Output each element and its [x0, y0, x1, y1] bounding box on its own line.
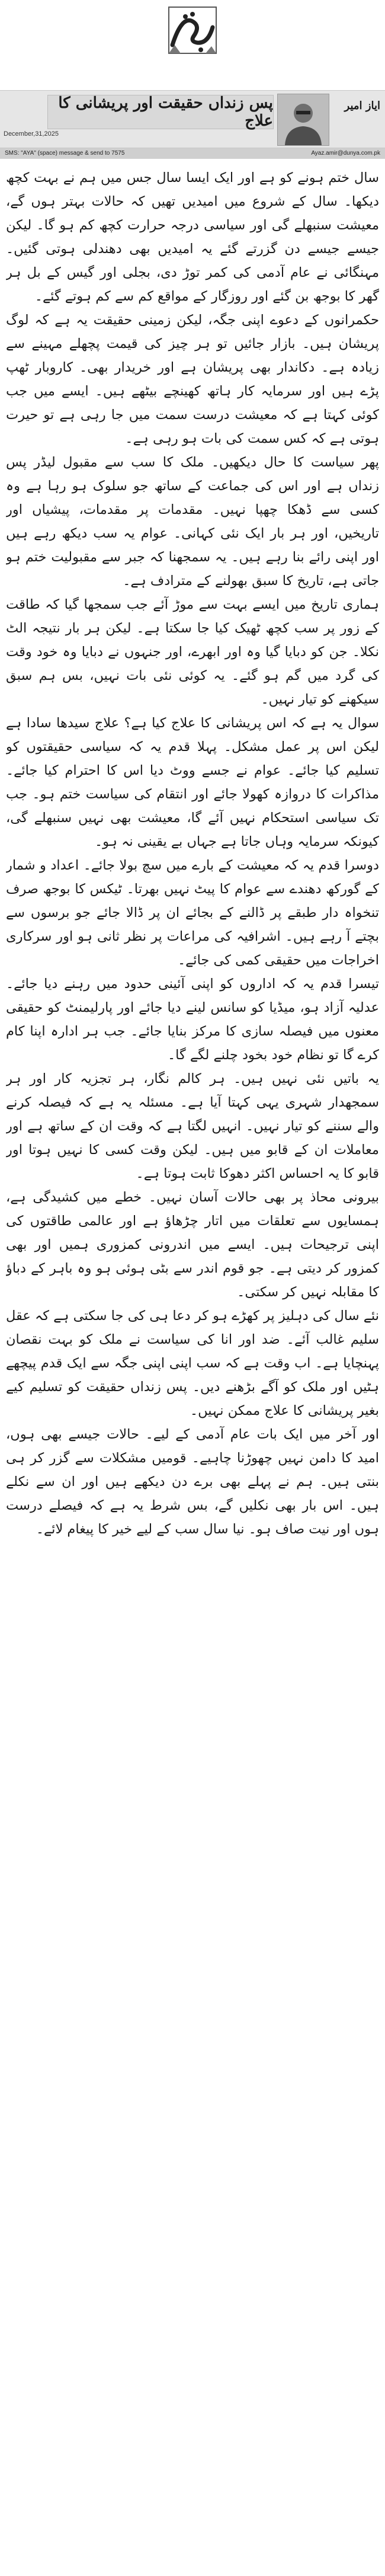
- masthead: [0, 0, 385, 89]
- sms-instructions: SMS: "AYA" (space) message & send to 7575: [5, 150, 125, 156]
- article-paragraph: پھر سیاست کا حال دیکھیں۔ ملک کا سب سے مقبول لیڈر پس زنداں ہے اور اس کی جماعت کے ساتھ جو سلوک ہو رہا ہے وہ کسی سے ڈھکا چھپا نہیں۔ مقدمات پر مقدمات، پیشیاں اور تاریخیں، اور ہر بار ایک نئی کہانی۔ عوام یہ سب دیکھ رہے ہیں اور اپنی رائے بنا رہے ہیں۔ یہ سمجھنا کہ جبر سے مقبولیت ختم ہو جاتی ہے، تاریخ کا سبق بھولنے کے مترادف ہے۔: [6, 455, 379, 589]
- article-paragraph: اور آخر میں ایک بات عام آدمی کے لیے۔ حالات جیسے بھی ہوں، امید کا دامن نہیں چھوڑنا چاہیے۔ قومیں مشکلات سے گزر کر ہی بنتی ہیں۔ ہم نے پہلے بھی برے دن دیکھے ہیں اور ان سے نکلے ہیں۔ اس بار بھی نکلیں گے، بس شرط یہ ہے کہ فیصلے درست ہوں اور نیت صاف ہو۔ نیا سال سب کے لیے خیر کا پیغام لائے۔: [6, 1427, 379, 1537]
- headline: پس زنداں حقیقت اور پریشانی کا علاج: [47, 95, 274, 129]
- article-paragraph: تیسرا قدم یہ کہ اداروں کو اپنی آئینی حدود میں رہنے دیا جائے۔ عدلیہ آزاد ہو، میڈیا کو سانس لینے دیا جائے اور پارلیمنٹ کو حقیقی معنوں میں فیصلہ سازی کا مرکز بنایا جائے۔ جب ہر ادارہ اپنا کام کرے گا تو نظام خود بخود چلنے لگے گا۔: [6, 976, 379, 1063]
- publish-date: December,31,2025: [4, 130, 59, 138]
- author-name: ایاز امیر: [344, 100, 380, 112]
- article-paragraph: نئے سال کی دہلیز پر کھڑے ہو کر دعا ہی کی جا سکتی ہے کہ عقل سلیم غالب آئے۔ ضد اور انا کی سیاست نے ملک کو بہت نقصان پہنچایا ہے۔ اب وقت ہے کہ سب اپنی اپنی جگہ سے ایک قدم پیچھے ہٹیں اور ملک کو آگے بڑھنے دیں۔ پس زنداں حقیقت کو تسلیم کیے بغیر پریشانی کا علاج ممکن نہیں۔: [6, 1308, 379, 1418]
- author-email[interactable]: Ayaz.amir@dunya.com.pk: [311, 150, 380, 156]
- article-paragraph: دوسرا قدم یہ کہ معیشت کے بارے میں سچ بولا جائے۔ اعداد و شمار کے گورکھ دھندے سے عوام کا پیٹ نہیں بھرتا۔ ٹیکس کا بوجھ صرف تنخواہ دار طبقے پر ڈالنے کے بجائے ان پر ڈالا جائے جو برسوں سے بچتے آ رہے ہیں۔ اشرافیہ کی مراعات پر نظر ثانی ہو اور سرکاری اخراجات میں حقیقی کمی کی جائے۔: [6, 858, 379, 968]
- article-paragraph: سال ختم ہونے کو ہے اور ایک ایسا سال جس میں ہم نے بہت کچھ دیکھا۔ سال کے شروع میں امیدیں تھیں کہ حالات بہتر ہوں گے، معیشت سنبھلے گی اور سیاسی درجہ حرارت کچھ کم ہو گا۔ لیکن جیسے جیسے دن گزرتے گئے یہ امیدیں بھی دھندلی ہوتی گئیں۔ مہنگائی نے عام آدمی کی کمر توڑ دی، بجلی اور گیس کے بل ہر گھر کا بوجھ بن گئے اور روزگار کے مواقع کم سے کم ہوتے گئے۔: [6, 170, 379, 304]
- contact-bar: [0, 148, 385, 159]
- article-paragraph: ہماری تاریخ میں ایسے بہت سے موڑ آئے جب سمجھا گیا کہ طاقت کے زور پر سب کچھ ٹھیک کیا جا سکتا ہے۔ لیکن ہر بار نتیجہ الٹ نکلا۔ جن کو دبایا گیا وہ اور ابھرے، اور جنہوں نے دبایا وہ خود وقت کی گرد میں گم ہو گئے۔ یہ کوئی نئی بات نہیں، بس ہم سبق سیکھنے کو تیار نہیں۔: [6, 597, 379, 707]
- article-paragraph: یہ باتیں نئی نہیں ہیں۔ ہر کالم نگار، ہر تجزیہ کار اور ہر سمجھدار شہری یہی کہتا آیا ہے۔ مسئلہ یہ ہے کہ فیصلہ کرنے والے سننے کو تیار نہیں۔ انہیں لگتا ہے کہ وقت ان کے ساتھ ہے اور معاملات ان کے قابو میں ہیں۔ لیکن وقت کسی کا نہیں ہوتا اور قابو کا یہ احساس اکثر دھوکا ثابت ہوتا ہے۔: [6, 1071, 379, 1181]
- article-paragraph: حکمرانوں کے دعوے اپنی جگہ، لیکن زمینی حقیقت یہ ہے کہ لوگ پریشان ہیں۔ بازار جائیں تو ہر چیز کی قیمت پچھلے مہینے سے زیادہ ہے۔ دکاندار بھی پریشان ہے اور خریدار بھی۔ کاروبار ٹھپ پڑے ہیں اور سرمایہ کار ہاتھ کھینچے بیٹھے ہیں۔ ایسے میں جب کوئی کہتا ہے کہ معیشت درست سمت میں جا رہی ہے تو حیرت ہوتی ہے کہ کس سمت کی بات ہو رہی ہے۔: [6, 312, 379, 446]
- dunya-logo-icon: [164, 4, 221, 57]
- author-photo: [277, 94, 329, 146]
- article-paragraph: سوال یہ ہے کہ اس پریشانی کا علاج کیا ہے؟ علاج سیدھا سادا ہے لیکن اس پر عمل مشکل۔ پہلا قدم یہ کہ سیاسی حقیقتوں کو تسلیم کیا جائے۔ عوام نے جسے ووٹ دیا اس کا احترام کیا جائے۔ مذاکرات کا دروازہ کھولا جائے اور انتقام کی سیاست ختم ہو۔ جب تک سیاسی استحکام نہیں آئے گا، معیشت بھی نہیں سنبھلے گی، کیونکہ سرمایہ وہاں جاتا ہے جہاں بے یقینی نہ ہو۔: [6, 715, 379, 849]
- article-paragraph: بیرونی محاذ پر بھی حالات آسان نہیں۔ خطے میں کشیدگی ہے، ہمسایوں سے تعلقات میں اتار چڑھاؤ ہے اور عالمی طاقتوں کی اپنی ترجیحات ہیں۔ ایسے میں اندرونی کمزوری ہمیں اور بھی کمزور کر دیتی ہے۔ جو قوم اندر سے بٹی ہوئی ہو وہ باہر کے دباؤ کا مقابلہ نہیں کر سکتی۔: [6, 1190, 379, 1300]
- article-body: [6, 166, 379, 2567]
